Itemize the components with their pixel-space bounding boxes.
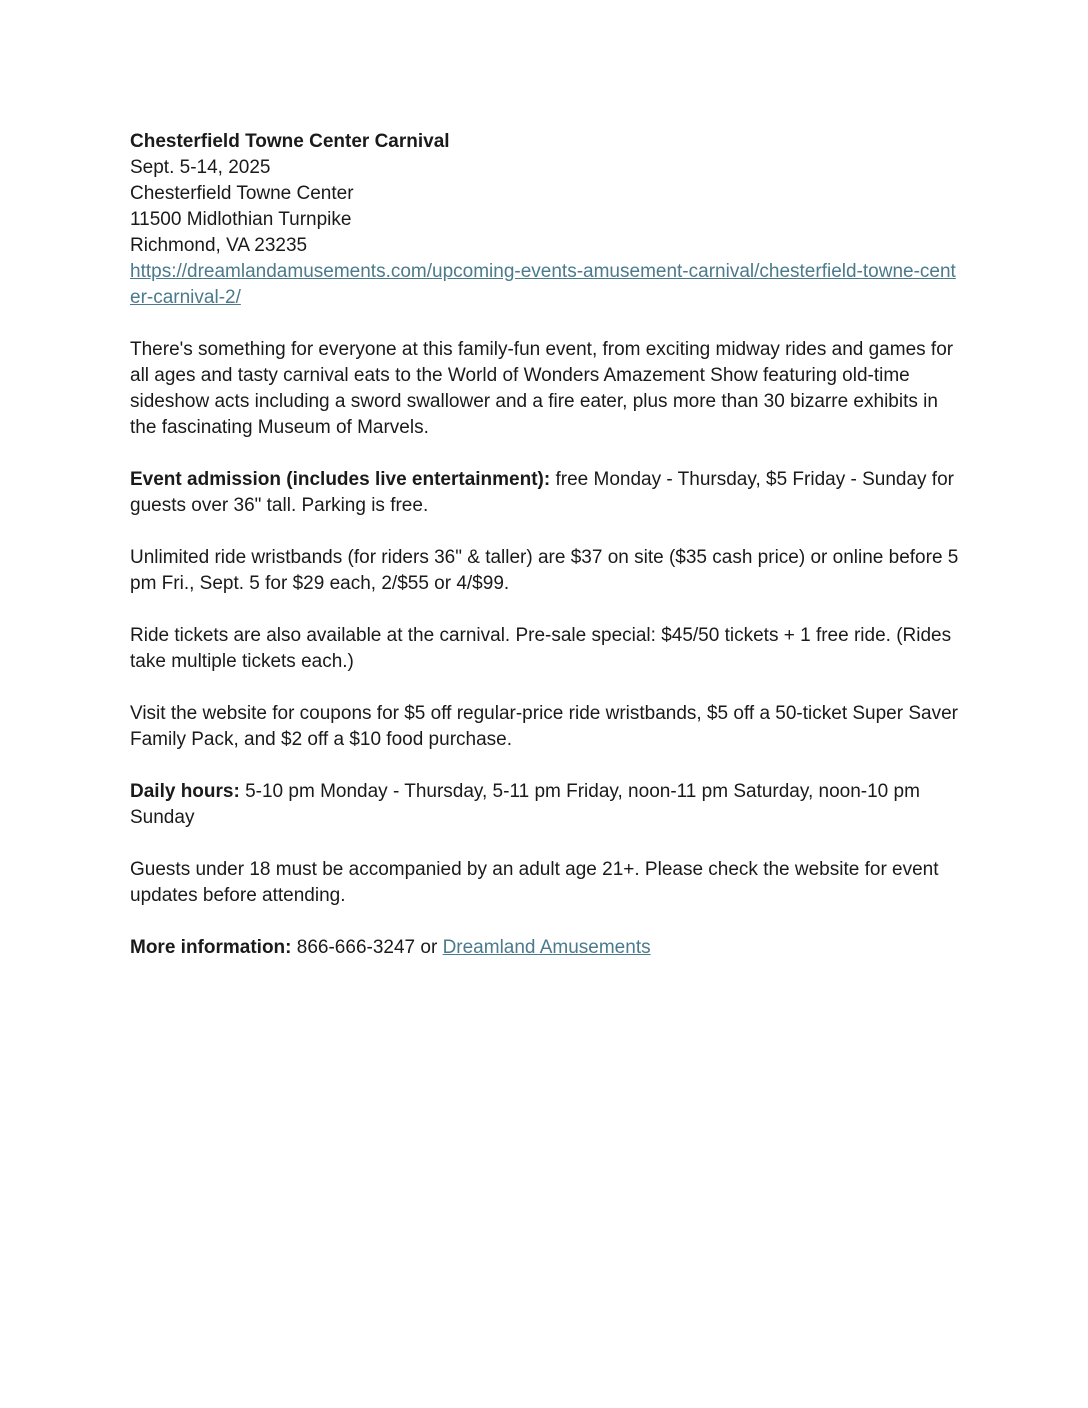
hours-paragraph (130, 779, 960, 831)
guests-paragraph: Guests under 18 must be accompanied by an adult age 21+. Please check the website for event updates before attending. (130, 859, 939, 906)
event-venue: Chesterfield Towne Center (130, 183, 354, 204)
event-description: There's something for everyone at this family-fun event, from exciting midway rides and games for all ages and tasty carnival eats to the World of Wonders Amazement Show featuring old-time sideshow acts including a sword swallower and a fire eater, plus more than 30 bizarre exhibits in the fascinating Museum of Marvels. (130, 339, 954, 438)
event-street: 11500 Midlothian Turnpike (130, 209, 352, 230)
more-info-phone: 866-666-3247 or (291, 937, 443, 958)
wristbands-paragraph: Unlimited ride wristbands (for riders 36" & taller) are $37 on site ($35 cash price) or online before 5 pm Fri., Sept. 5 for $29 each, 2/$55 or 4/$99. (130, 547, 959, 594)
hours-label: Daily hours: (130, 781, 240, 802)
admission-text: free Monday - Thursday, $5 Friday - Sunday for guests over 36" tall. Parking is free. (130, 469, 954, 516)
hours-text: 5-10 pm Monday - Thursday, 5-11 pm Friday, noon-11 pm Saturday, noon-10 pm Sunday (130, 781, 920, 828)
dreamland-amusements-link[interactable]: Dreamland Amusements (442, 937, 651, 958)
coupons-paragraph: Visit the website for coupons for $5 off regular-price ride wristbands, $5 off a 50-ticket Super Saver Family Pack, and $2 off a $10 food purchase. (130, 703, 958, 750)
admission-paragraph (130, 467, 960, 519)
event-url-link[interactable]: https://dreamlandamusements.com/upcoming-events-amusement-carnival/chesterfield-towne-center-carnival-2/ (130, 261, 956, 308)
document-body (130, 129, 960, 961)
event-title: Chesterfield Towne Center Carnival (130, 131, 450, 152)
event-dates: Sept. 5-14, 2025 (130, 157, 271, 178)
tickets-paragraph: Ride tickets are also available at the carnival. Pre-sale special: $45/50 tickets + 1 free ride. (Rides take multiple tickets each.) (130, 625, 952, 672)
more-info-paragraph (130, 935, 960, 961)
more-info-label: More information: (130, 937, 292, 958)
event-city-state-zip: Richmond, VA 23235 (130, 235, 308, 256)
admission-label: Event admission (includes live entertainment): (130, 469, 551, 490)
